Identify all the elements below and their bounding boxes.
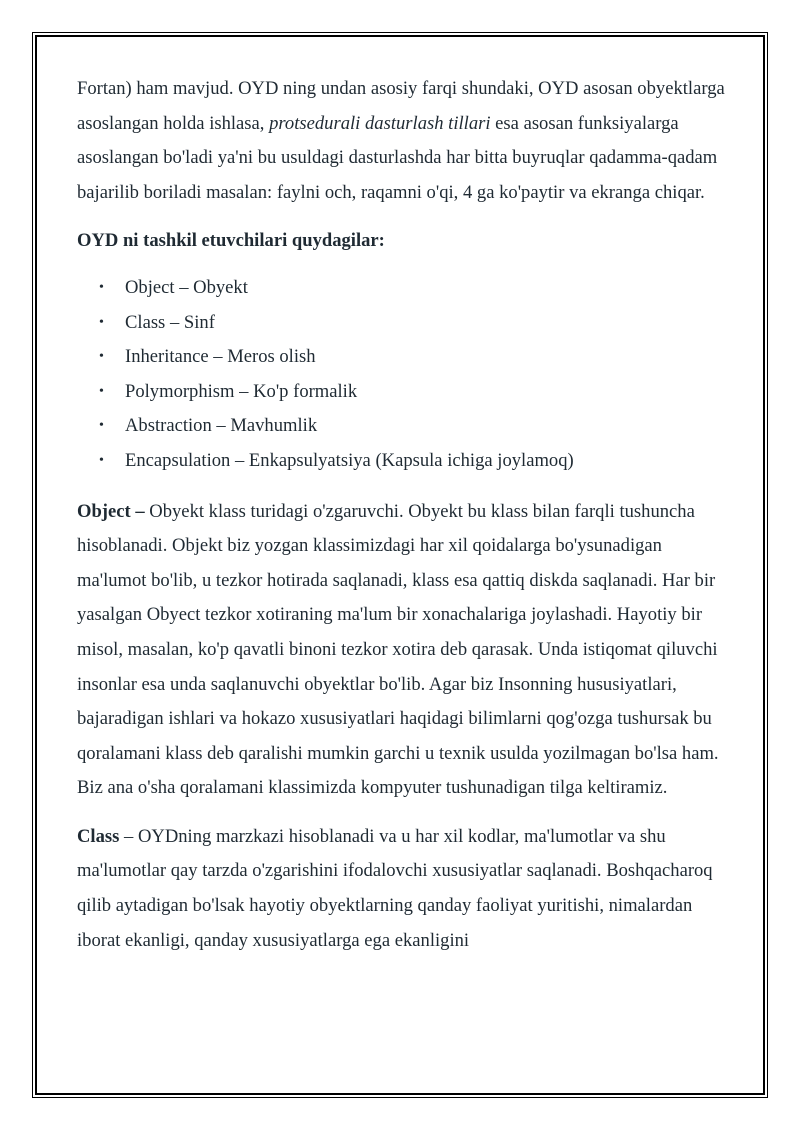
list-item-text: Abstraction – Mavhumlik (125, 415, 318, 437)
bullet-icon: • (99, 314, 104, 330)
list-item-text: Class – Sinf (125, 311, 215, 333)
bullet-icon: • (99, 349, 104, 365)
bullet-icon: • (99, 418, 104, 434)
class-paragraph (77, 820, 732, 958)
list-item (77, 306, 732, 341)
oop-components-list (77, 271, 732, 479)
bullet-icon: • (99, 279, 104, 295)
intro-italic-term: protsedurali dasturlash tillari (269, 112, 491, 134)
object-term: Object – (77, 500, 145, 522)
list-item (77, 375, 732, 410)
object-definition: Obyekt klass turidagi o'zgaruvchi. Obyekt bu klass bilan farqli tushuncha hisoblanadi. Objekt biz yozgan klassimizdagi har xil qoidalarga bo'ysunadigan ma'lumot bo'lib, u tezkor hotirada saqlanadi, klass esa qattiq diskda saqlanadi. Har bir yasalgan Obyect tezkor xotiraning ma'lum bir xonachalariga joylashadi. Hayotiy bir misol, masalan, ko'p qavatli binoni tezkor xotira deb qarasak. Unda istiqomat qiluvchi insonlar esa unda saqlanuvchi obyektlar bo'lib. Agar biz Insonning hususiyatlari, bajaradigan ishlari va hokazo xususiyatlari haqidagi bilimlarni qog'ozga tushursak bu qoralamani klass deb qaralishi mumkin garchi u texnik usulda yozilmagan bo'lsa ham. Biz ana o'sha qoralamani klassimizda kompyuter tushunadigan tilga keltiramiz. (77, 500, 719, 799)
bullet-icon: • (99, 383, 104, 399)
list-item-text: Object – Obyekt (125, 276, 248, 298)
list-item-text: Inheritance – Meros olish (125, 346, 316, 368)
class-definition: – OYDning marzkazi hisoblanadi va u har xil kodlar, ma'lumotlar va shu ma'lumotlar qay tarzda o'zgarishini ifodalovchi xususiyatlar saqlanadi. Boshqacharoq qilib aytadigan bo'lsak hayotiy obyektlarning qanday faoliyat yuritishi, nimalardan iborat ekanligi, qanday xususiyatlarga ega ekanligini (77, 825, 713, 951)
object-paragraph (77, 495, 732, 806)
list-item (77, 409, 732, 444)
intro-text-end: esa asosan funksiyalarga asoslangan bo'ladi ya'ni bu usuldagi dasturlashda har bitta buyruqlar qadamma-qadam bajarilib boriladi masalan: faylni och, raqamni o'qi, 4 ga ko'paytir va ekranga chiqar. (77, 112, 718, 203)
document-body (77, 72, 732, 958)
intro-paragraph (77, 72, 732, 210)
list-item (77, 271, 732, 306)
list-item-text: Encapsulation – Enkapsulyatsiya (Kapsula ichiga joylamoq) (125, 449, 574, 471)
section-heading: OYD ni tashkil etuvchilari quydagilar: (77, 230, 385, 252)
class-term: Class (77, 825, 120, 847)
list-item-text: Polymorphism – Ko'p formalik (125, 380, 358, 402)
bullet-icon: • (99, 452, 104, 468)
intro-text-start: Fortan) ham mavjud. OYD ning undan asosiy farqi shundaki, OYD asosan obyektlarga asoslangan holda ishlasa, (77, 78, 725, 134)
list-item (77, 444, 732, 479)
list-item (77, 340, 732, 375)
